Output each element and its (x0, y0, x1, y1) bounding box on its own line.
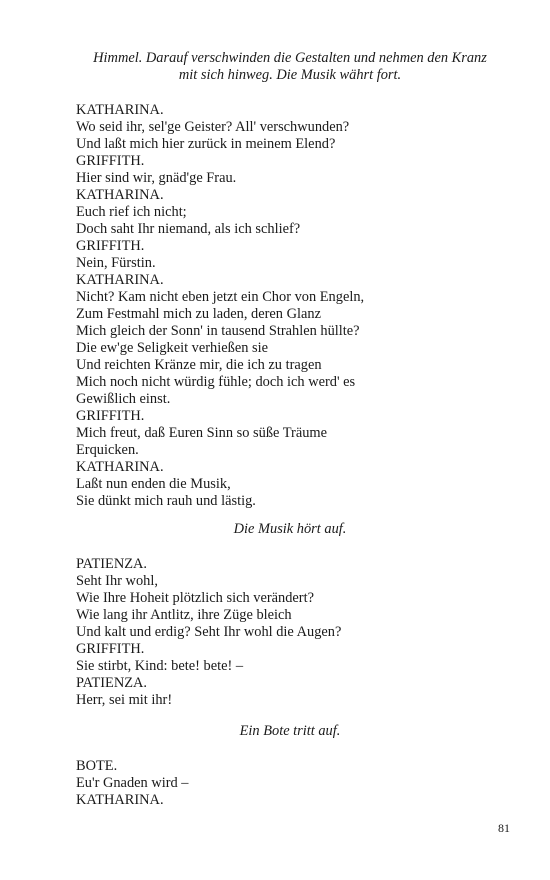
verse-line: Mich gleich der Sonn' in tausend Strahlen hüllte? (76, 323, 360, 339)
verse-line: Doch saht Ihr niemand, als ich schlief? (76, 221, 301, 237)
page-number: 81 (498, 821, 510, 835)
speaker-name: GRIFFITH. (76, 641, 145, 657)
dialogue-block-1 (76, 102, 516, 510)
verse-line: Und kalt und erdig? Seht Ihr wohl die Augen? (76, 624, 342, 640)
speaker-name: GRIFFITH. (76, 238, 145, 254)
verse-line: Erquicken. (76, 442, 139, 458)
speaker-name: KATHARINA. (76, 187, 164, 203)
verse-line: Nicht? Kam nicht eben jetzt ein Chor von Engeln, (76, 289, 365, 305)
verse-line: Herr, sei mit ihr! (76, 692, 173, 708)
speaker-name: KATHARINA. (76, 102, 164, 118)
speaker-name: KATHARINA. (76, 272, 164, 288)
verse-line: Wo seid ihr, sel'ge Geister? All' verschwunden? (76, 119, 350, 135)
stage-line: mit sich hinweg. Die Musik währt fort. (178, 67, 402, 83)
speaker-name: KATHARINA. (76, 459, 164, 475)
stage-line: Himmel. Darauf verschwinden die Gestalten und nehmen den Kranz (93, 50, 487, 66)
speaker-name: KATHARINA. (76, 792, 164, 808)
verse-line: Zum Festmahl mich zu laden, deren Glanz (76, 306, 321, 322)
verse-line: Sie dünkt mich rauh und lästig. (76, 493, 256, 509)
verse-line: Gewißlich einst. (76, 391, 171, 407)
speaker-name: PATIENZA. (76, 675, 148, 691)
speaker-name: GRIFFITH. (76, 153, 145, 169)
verse-line: Hier sind wir, gnäd'ge Frau. (76, 170, 237, 186)
stage-direction-messenger-enters: Ein Bote tritt auf. (239, 723, 341, 739)
verse-line: Wie lang ihr Antlitz, ihre Züge bleich (76, 607, 292, 623)
speaker-name: GRIFFITH. (76, 408, 145, 424)
verse-line: Seht Ihr wohl, (76, 573, 158, 589)
verse-line: Die ew'ge Seligkeit verhießen sie (76, 340, 269, 356)
verse-line: Mich noch nicht würdig fühle; doch ich werd' es (76, 374, 356, 390)
dialogue-block-2 (76, 556, 516, 709)
verse-line: Sie stirbt, Kind: bete! bete! – (76, 658, 244, 674)
dialogue-block-3 (76, 758, 516, 809)
speaker-name: PATIENZA. (76, 556, 148, 572)
stage-direction-top (76, 50, 504, 84)
verse-line: Nein, Fürstin. (76, 255, 156, 271)
verse-line: Wie Ihre Hoheit plötzlich sich verändert? (76, 590, 314, 606)
verse-line: Eu'r Gnaden wird – (76, 775, 189, 791)
verse-line: Mich freut, daß Euren Sinn so süße Träume (76, 425, 328, 441)
verse-line: Und reichten Kränze mir, die ich zu tragen (76, 357, 322, 373)
verse-line: Euch rief ich nicht; (76, 204, 187, 220)
verse-line: Laßt nun enden die Musik, (76, 476, 231, 492)
speaker-name: BOTE. (76, 758, 118, 774)
verse-line: Und laßt mich hier zurück in meinem Elend? (76, 136, 336, 152)
stage-direction-music-stops: Die Musik hört auf. (233, 521, 347, 537)
